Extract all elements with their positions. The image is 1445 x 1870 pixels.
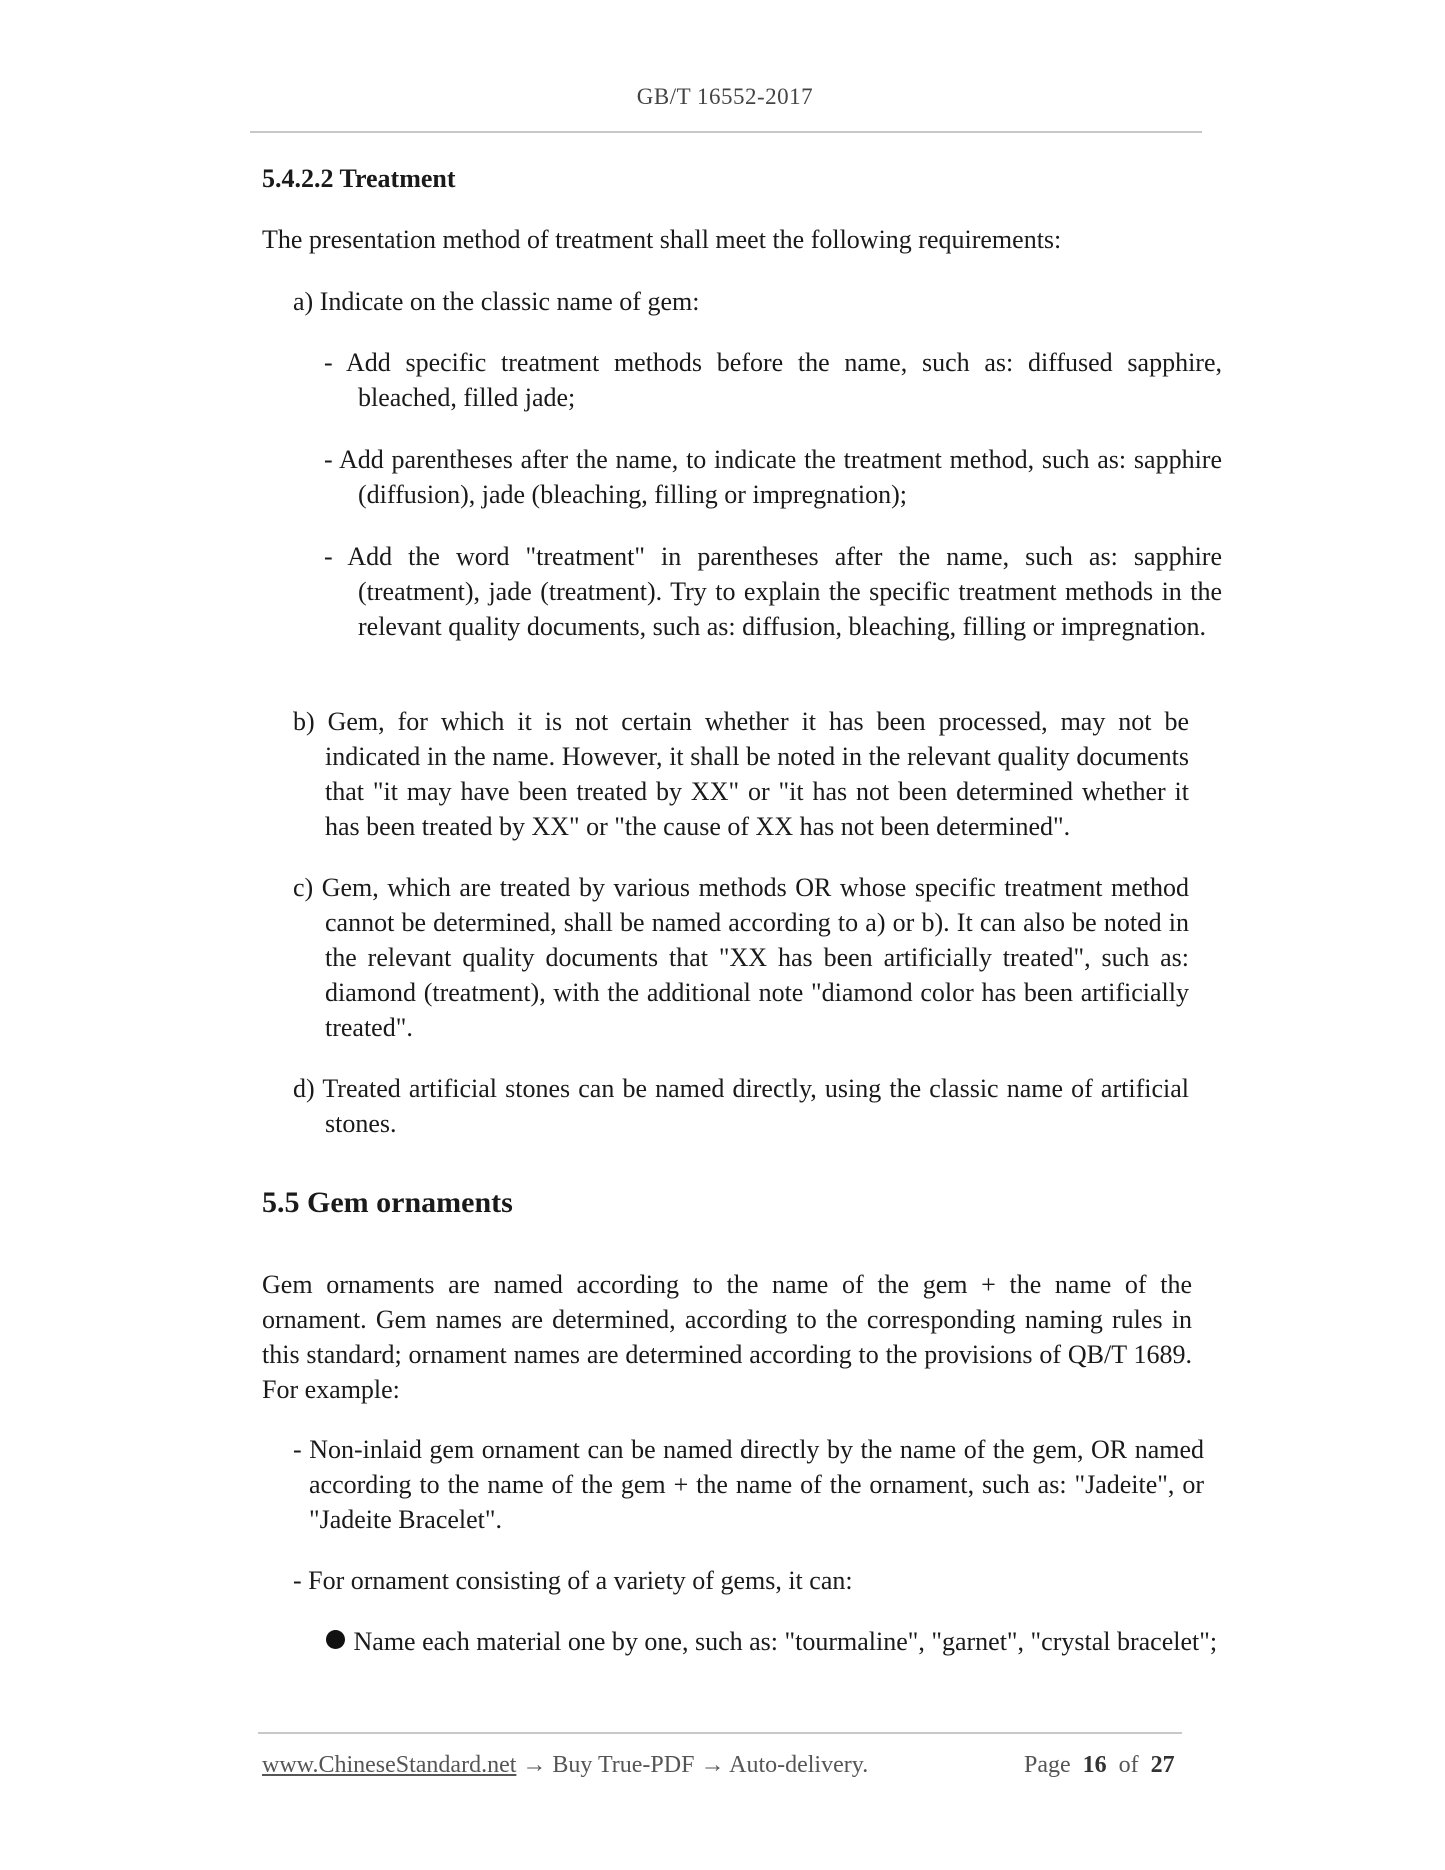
gem-ornaments-paragraph: Gem ornaments are named according to the name of the gem + the name of the ornament. Gem names are determined, according to the corresponding naming rules in this standard; ornament names are determined according to the provisions of QB/T 1689. For example: xyxy=(262,1270,1192,1404)
document-code-header: GB/T 16552-2017 xyxy=(636,84,814,109)
dash-item-specific-methods: - Add specific treatment methods before the name, such as: diffused sapphire, bleached, filled jade; xyxy=(324,348,1222,412)
section-title-gem-ornaments: 5.5 Gem ornaments xyxy=(262,1186,513,1219)
site-link[interactable]: www.ChineseStandard.net xyxy=(262,1752,517,1778)
page-number xyxy=(1024,1752,1175,1779)
header-divider xyxy=(250,131,1202,133)
list-item-c: c) Gem, which are treated by various methods OR whose specific treatment method cannot be determined, shall be named according to a) or b). It can also be noted in the relevant quality documents that "XX has been artificially treated", such as: diamond (treatment), with the additional note "diamond color has been artificially treated". xyxy=(293,873,1189,1042)
list-item-b: b) Gem, for which it is not certain whether it has been processed, may not be indicated in the name. However, it shall be noted in the relevant quality documents that "it may have been treated by XX" or "it has not been determined whether it has been treated by XX" or "the cause of XX has not been determined". xyxy=(293,707,1189,841)
page-total: 27 xyxy=(1150,1752,1175,1778)
bullet-item-name-each-material xyxy=(326,1624,1218,1659)
footer-promo xyxy=(262,1752,868,1779)
footer-tagline: → Buy True-PDF → Auto-delivery. xyxy=(516,1752,869,1778)
list-item-d: d) Treated artificial stones can be named directly, using the classic name of artificial stones. xyxy=(293,1074,1189,1138)
dash-item-treatment-word: - Add the word "treatment" in parentheses after the name, such as: sapphire (treatment), jade (treatment). Try to explain the specific treatment methods in the relevant quality documents, such as: diffusion, bleaching, filling or impregnation. xyxy=(324,542,1222,641)
page-of: of xyxy=(1118,1752,1139,1778)
footer-divider xyxy=(258,1732,1182,1734)
subsection-title-treatment: 5.4.2.2 Treatment xyxy=(262,164,456,193)
page-current: 16 xyxy=(1082,1752,1107,1778)
page-label: Page xyxy=(1024,1752,1071,1778)
bullet-dot-icon xyxy=(326,1630,345,1649)
list-item-a: a) Indicate on the classic name of gem: xyxy=(293,287,700,316)
dash-item-variety-of-gems: - For ornament consisting of a variety of gems, it can: xyxy=(293,1566,853,1595)
treatment-intro-paragraph: The presentation method of treatment shall meet the following requirements: xyxy=(262,225,1062,254)
dash-item-parentheses-method: - Add parentheses after the name, to indicate the treatment method, such as: sapphire (diffusion), jade (bleaching, filling or impregnation); xyxy=(324,445,1222,509)
dash-item-non-inlaid: - Non-inlaid gem ornament can be named directly by the name of the gem, OR named according to the name of the gem + the name of the ornament, such as: "Jadeite", or "Jadeite Bracelet". xyxy=(293,1435,1204,1534)
bullet-item-text: Name each material one by one, such as: "tourmaline", "garnet", "crystal bracelet"; xyxy=(353,1627,1218,1656)
